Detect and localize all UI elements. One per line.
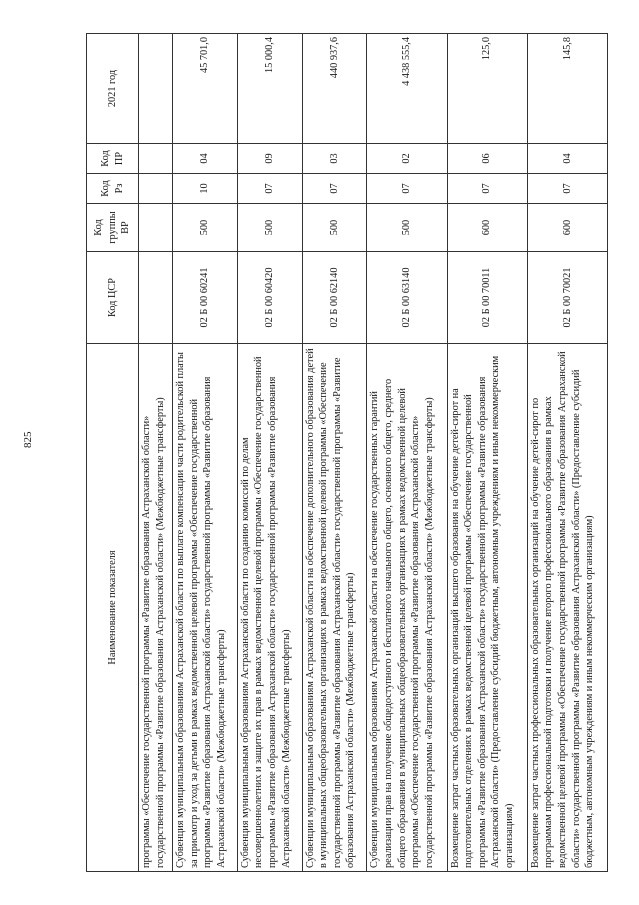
row-name: Субвенция муниципальным образованиям Астраханской области по созданию комиссий по делам несовершеннолетних и защите их прав в рамках ведомственной целевой программы «Обеспечение государственной программы «Развитие образования Астраханской области» государственной программы «Развитие образования Астраханской области» (Межбюджетные трансферты) <box>237 344 302 872</box>
row-vr <box>139 204 173 252</box>
row-rz: 07 <box>367 174 447 204</box>
row-vr: 600 <box>527 204 607 252</box>
table-row <box>139 34 173 872</box>
row-name: Субвенции муниципальным образованиям Астраханской области на обеспечение государственных гарантий реализации прав на получение общедоступного и бесплатного начального общего, основного общего, среднего общего образования в муниципальных общеобразовательных организациях в рамках ведомственной целевой программы «Обеспечение государственной программы «Развитие образования Астраханской области» государственной программы «Развитие образования Астраханской области» (Межбюджетные трансферты) <box>367 344 447 872</box>
row-sum <box>139 34 173 144</box>
row-pr: 04 <box>527 144 607 174</box>
table-row <box>527 34 607 872</box>
row-sum: 440 937,6 <box>302 34 367 144</box>
row-csr <box>139 252 173 344</box>
row-csr: 02 Б 00 60420 <box>237 252 302 344</box>
row-csr: 02 Б 00 70011 <box>447 252 527 344</box>
row-vr: 600 <box>447 204 527 252</box>
row-rz: 07 <box>237 174 302 204</box>
row-vr: 500 <box>302 204 367 252</box>
row-rz: 07 <box>302 174 367 204</box>
table-row <box>173 34 238 872</box>
row-csr: 02 Б 00 62140 <box>302 252 367 344</box>
header-sum: 2021 год <box>87 34 139 144</box>
row-pr: 04 <box>173 144 238 174</box>
row-csr: 02 Б 00 70021 <box>527 252 607 344</box>
row-name: Возмещение затрат частных профессиональных образовательных организаций на обучение детей-сирот по программам профессиональной подготовки и получение второго профессионального образования в рамках ведомственной целевой программы «Обеспечение государственной программы «Развитие образования Астраханской области» государственной программы «Развитие образования Астраханской области» (Предоставление субсидий бюджетным, автономным учреждениям и иным некоммерческим организациям) <box>527 344 607 872</box>
row-name: Возмещение затрат частных образовательных организаций высшего образования на обучение детей-сирот на подготовительных отделениях в рамках ведомственной целевой программы «Обеспечение государственной программы «Развитие образования Астраханской области» государственной программы «Развитие образования Астраханской области» (Предоставление субсидий бюджетным, автономным учреждениям и иным некоммерческим организациям) <box>447 344 527 872</box>
row-sum: 15 000,4 <box>237 34 302 144</box>
budget-table <box>86 33 608 872</box>
row-sum: 45 701,0 <box>173 34 238 144</box>
header-vr: Код группы ВР <box>87 204 139 252</box>
budget-table-container <box>86 34 608 872</box>
row-sum: 145,8 <box>527 34 607 144</box>
row-vr: 500 <box>367 204 447 252</box>
row-pr: 02 <box>367 144 447 174</box>
row-rz: 07 <box>447 174 527 204</box>
header-pr: Код ПР <box>87 144 139 174</box>
table-row <box>302 34 367 872</box>
row-name: программы «Обеспечение государственной программы «Развитие образования Астраханской области» государственной программы «Развитие образования Астраханской области» (Межбюджетные трансферты) <box>139 344 173 872</box>
header-csr: Код ЦСР <box>87 252 139 344</box>
header-rz: Код Рз <box>87 174 139 204</box>
page-number: 825 <box>22 431 34 448</box>
row-sum: 125,0 <box>447 34 527 144</box>
row-rz: 07 <box>527 174 607 204</box>
row-rz <box>139 174 173 204</box>
row-sum: 4 438 555,4 <box>367 34 447 144</box>
table-row <box>367 34 447 872</box>
row-rz: 10 <box>173 174 238 204</box>
row-pr: 06 <box>447 144 527 174</box>
row-pr: 03 <box>302 144 367 174</box>
header-name: Наименование показателя <box>87 344 139 872</box>
row-csr: 02 Б 00 63140 <box>367 252 447 344</box>
table-row <box>237 34 302 872</box>
row-pr: 09 <box>237 144 302 174</box>
row-csr: 02 Б 00 60241 <box>173 252 238 344</box>
row-vr: 500 <box>173 204 238 252</box>
row-vr: 500 <box>237 204 302 252</box>
row-pr <box>139 144 173 174</box>
row-name: Субвенции муниципальным образованиям Астраханской области на обеспечение дополнительного образования детей в муниципальных общеобразовательных организациях в рамках ведомственной целевой программы «Обеспечение государственной программы «Развитие образования Астраханской области» государственной программы «Развитие образования Астраханской области» (Межбюджетные трансферты) <box>302 344 367 872</box>
row-name: Субвенция муниципальным образованиям Астраханской области по выплате компенсации части родительской платы за присмотр и уход за детьми в рамках ведомственной целевой программы «Обеспечение государственной программы «Развитие образования Астраханской области» государственной программы «Развитие образования Астраханской области» (Межбюджетные трансферты) <box>173 344 238 872</box>
table-row <box>447 34 527 872</box>
table-header-row <box>87 34 139 872</box>
